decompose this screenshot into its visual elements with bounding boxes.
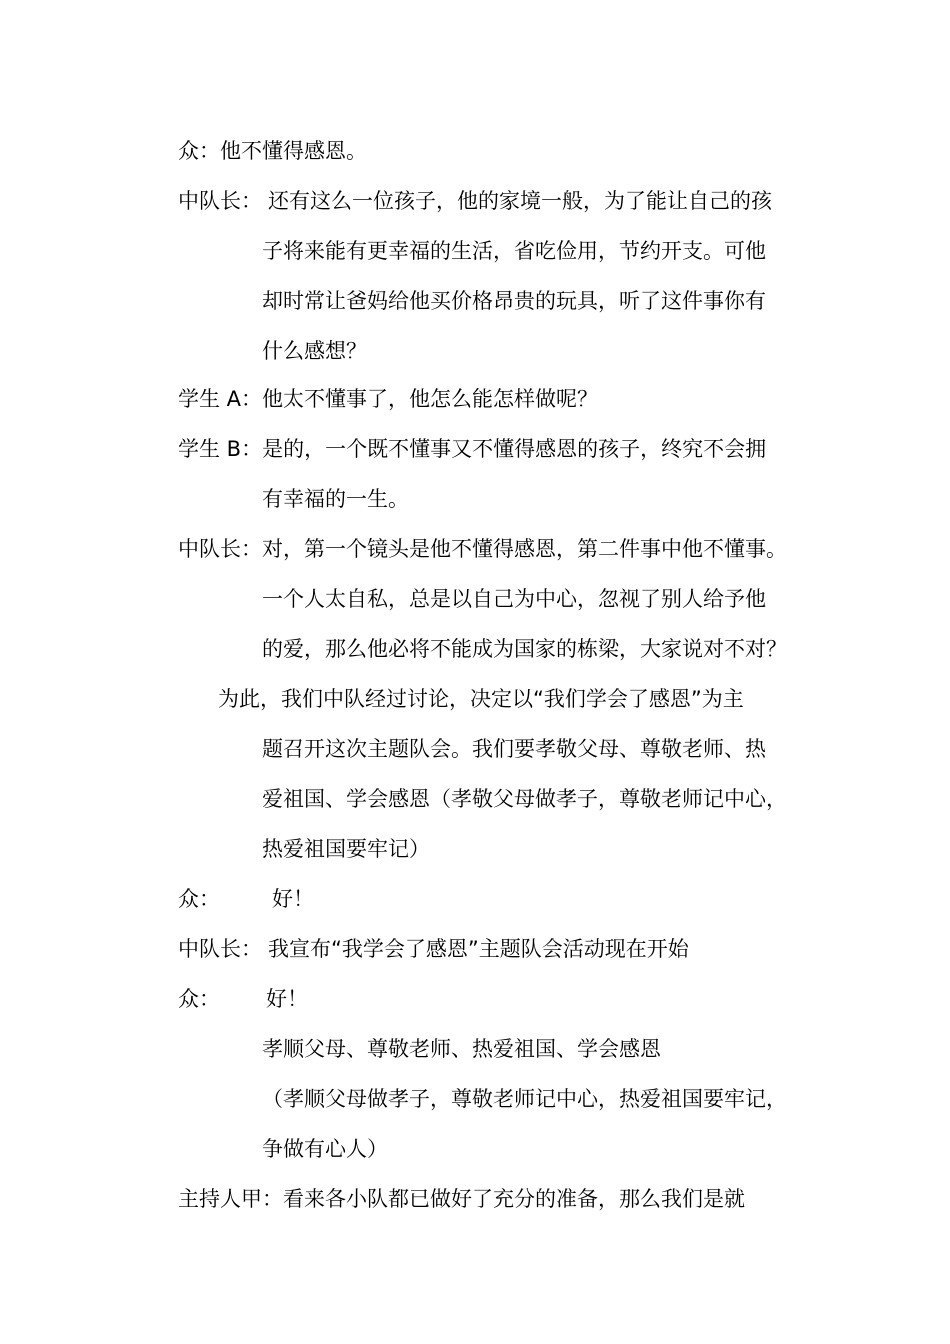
line-14: [262, 786, 787, 812]
speaker-label: 中队长：: [178, 189, 262, 213]
line-text: 好！: [266, 987, 308, 1011]
line-16: [178, 886, 314, 912]
line-17: [178, 936, 689, 962]
line-text: 孝顺父母、尊敬老师、热爱祖国、学会感恩: [262, 1037, 661, 1061]
speaker-label: 众：: [178, 887, 220, 911]
speaker-label: 学生 B：: [178, 437, 263, 461]
line-12: [218, 686, 744, 712]
line-19: [262, 1036, 661, 1062]
line-20: [262, 1086, 787, 1112]
speaker-label: 学生 A：: [178, 387, 263, 411]
line-text: 他太不懂事了，他怎么能怎样做呢？: [262, 387, 599, 411]
line-text: 热爱祖国要牢记）: [262, 837, 430, 861]
line-text: 争做有心人）: [262, 1137, 388, 1161]
line-7: [178, 436, 766, 462]
line-15: [262, 836, 430, 862]
line-text: 子将来能有更幸福的生活，省吃俭用，节约开支。可他: [262, 239, 766, 263]
line-8: [262, 486, 409, 512]
speaker-label: 中队长：: [178, 937, 262, 961]
line-text: 还有这么一位孩子，他的家境一般，为了能让自己的孩: [268, 189, 772, 213]
line-text: 为此，我们中队经过讨论，决定以“我们学会了感恩”为主: [218, 687, 744, 711]
line-21: [262, 1136, 388, 1162]
speaker-label: 众：: [178, 139, 220, 163]
speaker-label: 众：: [178, 987, 220, 1011]
line-22: [178, 1186, 745, 1212]
line-10: [262, 586, 766, 612]
line-text: 却时常让爸妈给他买价格昂贵的玩具，听了这件事你有: [262, 289, 766, 313]
line-text: 什么感想？: [262, 339, 367, 363]
line-text: 我宣布“我学会了感恩”主题队会活动现在开始: [268, 937, 689, 961]
line-text: 他不懂得感恩。: [220, 139, 367, 163]
line-text: 一个人太自私，总是以自己为中心，忽视了别人给予他: [262, 587, 766, 611]
line-1: [178, 138, 367, 164]
line-text: （孝顺父母做孝子，尊敬老师记中心，热爱祖国要牢记，: [262, 1087, 787, 1111]
line-text: 题召开这次主题队会。我们要孝敬父母、尊敬老师、热: [262, 737, 766, 761]
line-5: [262, 338, 367, 364]
line-9: [178, 536, 787, 562]
speaker-label: 主持人甲：: [178, 1187, 283, 1211]
line-13: [262, 736, 766, 762]
line-4: [262, 288, 766, 314]
line-3: [262, 238, 766, 264]
line-text: 对，第一个镜头是他不懂得感恩，第二件事中他不懂事。: [262, 537, 787, 561]
line-text: 看来各小队都已做好了充分的准备，那么我们是就: [283, 1187, 745, 1211]
line-6: [178, 386, 598, 412]
line-18: [178, 986, 308, 1012]
line-text: 爱祖国、学会感恩（孝敬父母做孝子，尊敬老师记中心，: [262, 787, 787, 811]
line-11: [262, 636, 787, 662]
line-text: 的爱，那么他必将不能成为国家的栋梁，大家说对不对？: [262, 637, 787, 661]
line-text: 好！: [272, 887, 314, 911]
line-text: 有幸福的一生。: [262, 487, 409, 511]
speaker-label: 中队长：: [178, 537, 262, 561]
line-2: [178, 188, 772, 214]
line-text: 是的，一个既不懂事又不懂得感恩的孩子，终究不会拥: [262, 437, 767, 461]
